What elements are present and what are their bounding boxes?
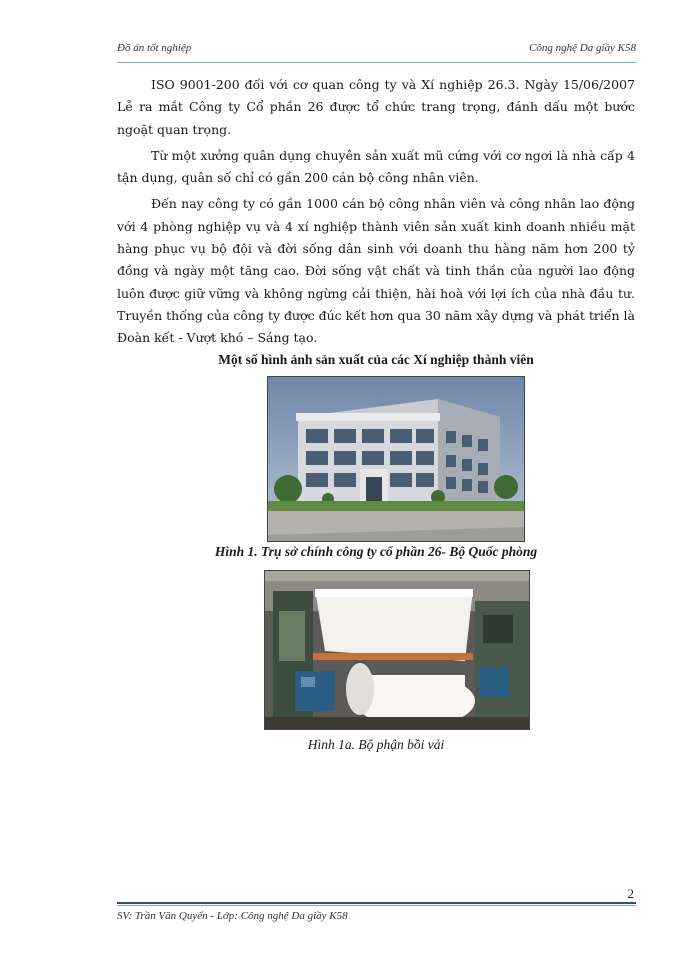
paragraph-2: Từ một xưởng quân dụng chuyên sản xuất mũ cứng với cơ ngơi là nhà cấp 4 tận dụng, quân số chỉ có gần 200 cán bộ công nhân viên. [117, 147, 635, 186]
paragraph-1: ISO 9001-200 đối với cơ quan công ty và Xí nghiệp 26.3. Ngày 15/06/2007 Lễ ra mắt Công ty Cổ phần 26 được tổ chức trang trọng, đánh dấu một bước ngoặt quan trọng. [117, 77, 635, 137]
headquarters-photo [267, 376, 525, 542]
building-image [268, 377, 524, 541]
section-title: Một số hình ảnh sản xuất của các Xí nghiệp thành viên [218, 352, 534, 367]
header-right-text: Công nghệ Da giầy K58 [529, 42, 636, 54]
footer-divider-thin [117, 905, 636, 906]
footer-divider [117, 902, 636, 904]
body-text [117, 74, 635, 354]
fabric-laminating-photo [264, 570, 530, 730]
figure-1-caption: Hình 1. Trụ sở chính công ty cổ phần 26- Bộ Quốc phòng [214, 544, 538, 559]
page-number: 2 [627, 886, 634, 901]
figure-1a-caption: Hình 1a. Bộ phận bồi vải [307, 737, 445, 752]
page-footer: SV: Trần Văn Quyển - Lớp: Công nghệ Da giầy K58 [117, 910, 348, 922]
header-divider [117, 62, 636, 63]
page-header [117, 42, 636, 60]
header-left-text: Đồ án tốt nghiệp [117, 42, 192, 54]
paragraph-3: Đến nay công ty có gần 1000 cán bộ công nhân viên và công nhân lao động với 4 phòng nghiệp vụ và 4 xí nghiệp thành viên sản xuất kinh doanh nhiều mặt hàng phục vụ bộ đội và đời sống dân sinh với doanh thu hàng năm hơn 200 tỷ đồng và ngày một tăng cao. Đời sống vật chất và tinh thần của người lao động luôn được giữ vững và không ngừng cải thiện, hài hoà với lợi ích của nhà đầu tư. Truyền thống của công ty được đúc kết hơn qua 30 năm xây dựng và phát triển là Đoàn kết - Vượt khó – Sáng tạo. [117, 196, 635, 346]
machine-image [265, 571, 529, 729]
